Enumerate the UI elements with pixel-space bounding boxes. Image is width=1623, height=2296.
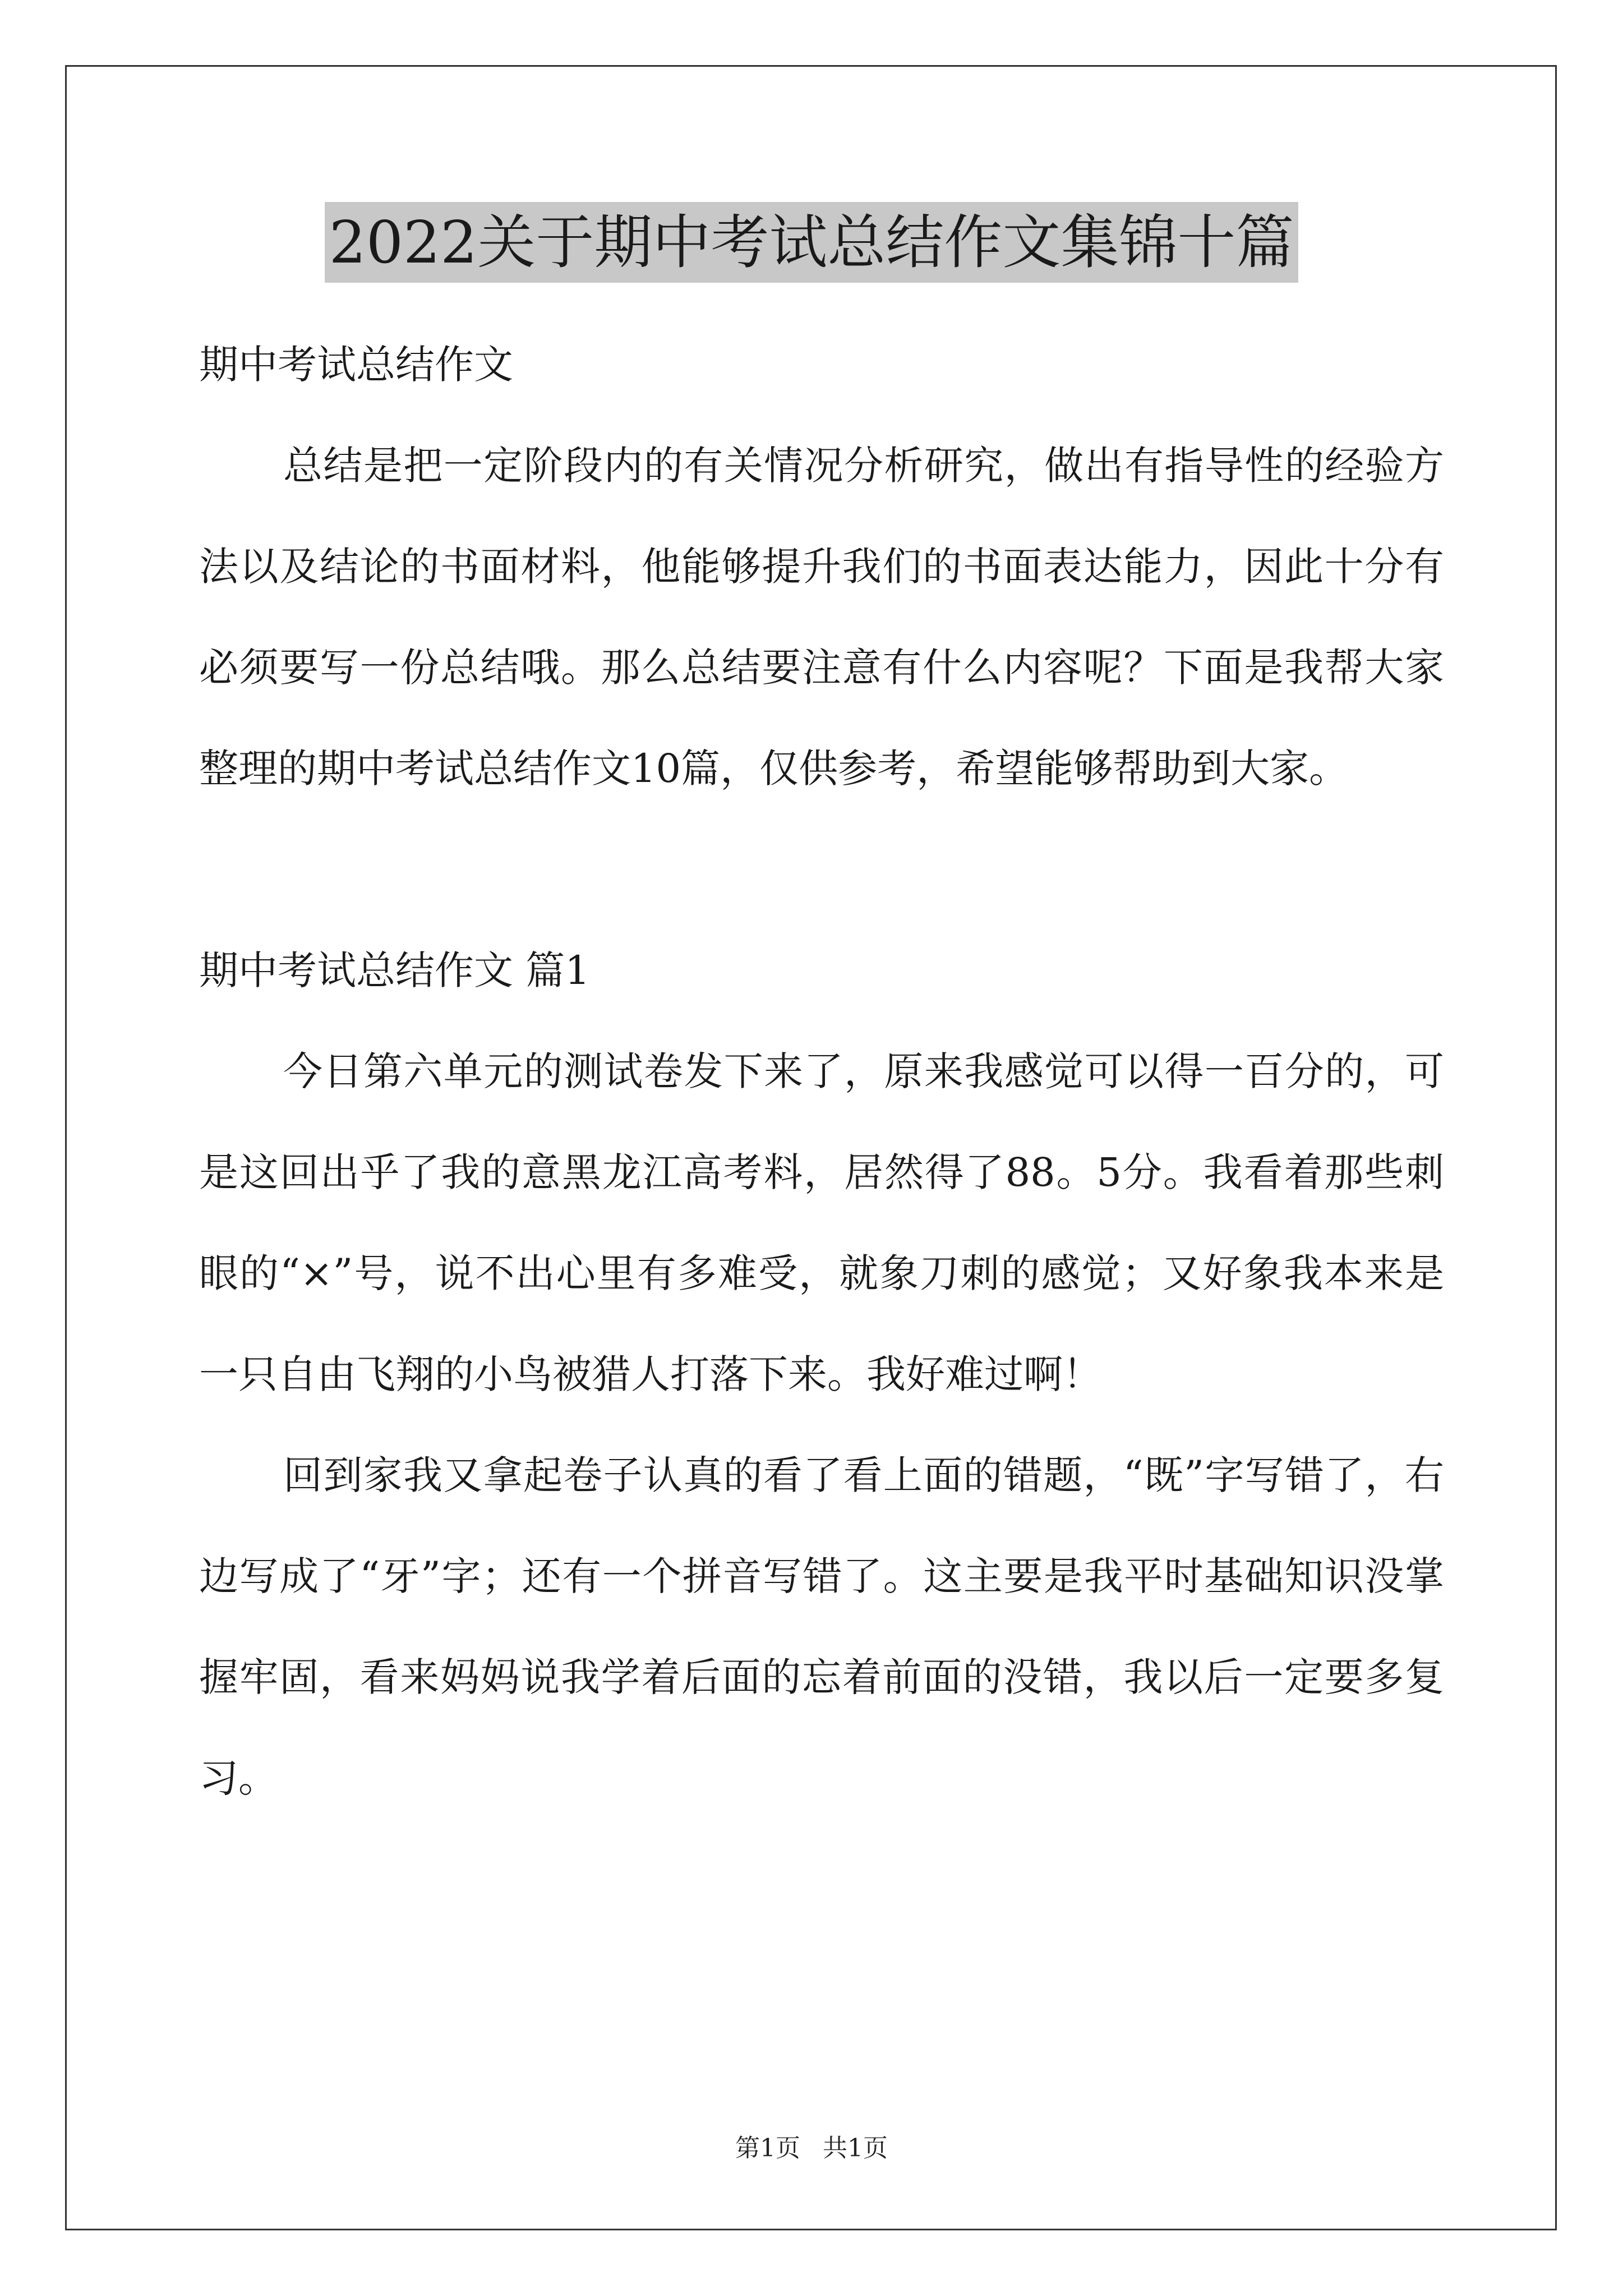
- document-title: [0, 202, 1623, 283]
- paragraph: 总结是把一定阶段内的有关情况分析研究，做出有指导性的经验方法以及结论的书面材料，他能够提升我们的书面表达能力，因此十分有必须要写一份总结哦。那么总结要注意有什么内容呢？下面是我帮大家整理的期中考试总结作文10篇，仅供参考，希望能够帮助到大家。: [199, 443, 1444, 792]
- page-footer: [0, 2132, 1623, 2165]
- document-title-text: 2022关于期中考试总结作文集锦十篇: [325, 202, 1299, 283]
- section-intro: [199, 314, 1444, 819]
- paragraph: 今日第六单元的测试卷发下来了，原来我感觉可以得一百分的，可是这回出乎了我的意黑龙江高考料，居然得了88。5分。我看着那些刺眼的“×”号，说不出心里有多难受，就象刀刺的感觉；又好象我本来是一只自由飞翔的小鸟被猎人打落下来。我好难过啊！: [199, 1048, 1444, 1397]
- section-essay-1: [199, 920, 1444, 1829]
- section-gap: [199, 819, 1444, 920]
- paragraph: 回到家我又拿起卷子认真的看了看上面的错题，“既”字写错了，右边写成了“牙”字；还有一个拼音写错了。这主要是我平时基础知识没掌握牢固，看来妈妈说我学着后面的忘着前面的没错，我以后一定要多复习。: [199, 1452, 1444, 1801]
- section-heading: 期中考试总结作文: [199, 342, 513, 388]
- current-page-number: 第1页: [735, 2134, 800, 2162]
- document-body: [199, 314, 1444, 1829]
- section-heading: 期中考试总结作文 篇1: [199, 947, 590, 993]
- total-pages: 共1页: [823, 2134, 888, 2162]
